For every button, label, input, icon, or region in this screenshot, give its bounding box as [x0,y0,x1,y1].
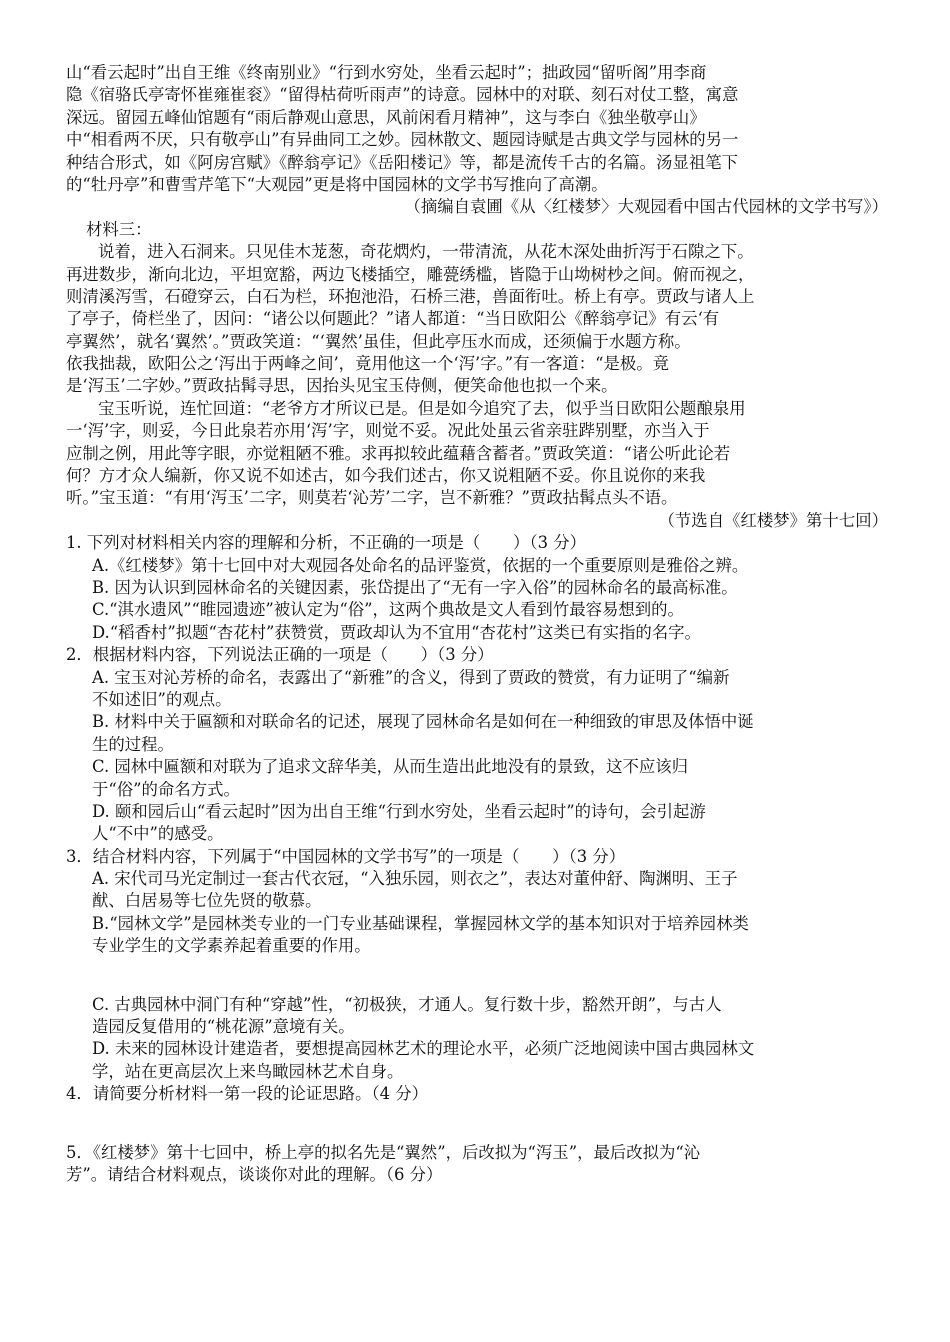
material-3 [66,219,888,532]
option-a: A. 宝玉对沁芳桥的命名，表露出了“新雅”的含义，得到了贾政的赞赏，有力证明了“编新 [92,667,730,687]
material-2-source: （摘编自袁圃《从〈红楼梦〉大观园看中国古代园林的文学书写》） [404,197,888,217]
question-4 [66,1083,888,1105]
text-line: 深远。留园五峰仙馆题有“雨后静观山意思，风前闲看月精神”，这与李白《独坐敬亭山》 [66,107,706,127]
text-line: 中“相看两不厌，只有敬亭山”有异曲同工之妙。园林散文、题园诗赋是古典文学与园林的另一 [66,130,739,150]
option-c: C. 园林中匾额和对联为了追求文辞华美，从而生造出此地没有的景致，这不应该归 [92,757,689,777]
question-stem-cont: 芳”。请结合材料观点，谈谈你对此的理解。（6 分） [66,1164,443,1184]
text-line: 的“牡丹亭”和曹雪芹笔下“大观园”更是将中国园林的文学书写推向了高潮。 [66,174,608,194]
question-2 [66,644,888,846]
text-line: 山“看云起时”出自王维《终南别业》“行到水穷处，坐看云起时”；拙政园“留听阁”用李商 [66,63,707,82]
text-line: 应制之例，用此等字眼，亦觉粗陋不雅。求再拟较此蕴藉含蓄者。”贾政笑道：“诸公听此论若 [66,443,731,463]
question-stem: 1. 下列对材料相关内容的理解和分析，不正确的一项是（ ）（3 分） [66,533,587,553]
text-line: 说着，进入石洞来。只见佳木茏葱，奇花熌灼，一带清流，从花木深处曲折泻于石隙之下。 [98,242,754,262]
text-line: 了亭子，倚栏坐了，因问：“诸公以何题此？”诸人都道：“当日欧阳公《醉翁亭记》有云‘有 [66,309,720,329]
question-stem: 2．根据材料内容，下列说法正确的一项是（ ）（3 分） [66,645,494,665]
material-3-source: （节选自《红楼梦》第十七回） [658,510,888,530]
text-line: 再进数步，渐向北边，平坦宽豁，两边飞楼插空，雕甍绣槛，皆隐于山坳树杪之间。俯而视之， [66,264,755,284]
option-b-cont: 专业学生的文学素养起着重要的作用。 [92,936,371,956]
text-line: 隐《宿骆氏亭寄怀崔雍崔衮》“留得枯荷听雨声”的诗意。园林中的对联、刻石对仗工整，寓意 [66,85,739,105]
option-d: D. 颐和园后山“看云起时”因为出自王维“行到水穷处，坐看云起时”的诗句，会引起游 [92,801,706,821]
material-3-title: 材料三： [86,219,152,239]
text-line: 听。”宝玉道：“有用‘泻玉’二字，则莫若‘沁芳’二字，岂不新雅？”贾政拈髯点头不语。 [66,488,678,508]
option-d-cont: 人“不中”的感受。 [92,824,224,844]
option-d: D. 未来的园林设计建造者，要想提高园林艺术的理论水平，必须广泛地阅读中国古典园林文 [92,1039,755,1059]
option-b: B. 材料中关于匾额和对联命名的记述，展现了园林命名是如何在一种细致的审思及体悟中诞 [92,712,754,732]
text-line: 宝玉听说，连忙回道：“老爷方才所议已是。但是如今追究了去，似乎当日欧阳公题酿泉用 [98,398,746,418]
exam-page [66,62,888,1186]
option-b: B.“园林文学”是园林类专业的一门专业基础课程，掌握园林文学的基本知识对于培养园林类 [92,913,749,933]
option-c-cont: 于“俗”的命名方式。 [92,779,240,799]
option-b: B. 因为认识到园林命名的关键因素，张岱提出了“无有一字入俗”的园林命名的最高标准。 [92,577,738,597]
question-5 [66,1142,888,1187]
option-a: A. 宋代司马光定制过一套古代衣冠，“入独乐园，则衣之”，表达对董仲舒、陶渊明、王子 [92,869,738,889]
option-a-cont: 猷、白居易等七位先贤的敬慕。 [92,891,322,911]
option-a-cont: 不如述旧”的观点。 [92,689,232,709]
option-d-cont: 学，站在更高层次上来鸟瞰园林艺术自身。 [92,1061,404,1081]
material-2-tail [66,62,888,219]
text-line: 依我拙裁，欧阳公之‘泻出于两峰之间’，竟用他这一个‘泻’字。”有一客道：“是极。竟 [66,354,670,374]
text-line: 是‘泻玉’二字妙。”贾政拈髯寻思，因抬头见宝玉侍侧，便笑命他也拟一个来。 [66,376,618,396]
answer-space [66,1106,888,1142]
text-line: 亭翼然’，就名‘翼然’。”贾政笑道：“‘翼然’虽佳，但此亭压水而成，还须偏于水题方称。 [66,331,691,351]
text-line: 种结合形式，如《阿房宫赋》《醉翁亭记》《岳阳楼记》等，都是流传千古的名篇。汤显祖笔下 [66,152,739,172]
option-b-cont: 生的过程。 [92,734,174,754]
question-1 [66,532,888,644]
option-a: A.《红楼梦》第十七回中对大观园各处命名的品评鉴赏，依据的一个重要原则是雅俗之辨。 [92,555,749,575]
text-line: 则清溪泻雪，石磴穿云，白石为栏，环抱池沿，石桥三港，兽面衔吐。桥上有亭。贾政与诸人上 [66,286,755,306]
text-line: 何？方才众人编新，你又说不如述古，如今我们述古，你又说粗陋不妥。你且说你的来我 [66,466,706,486]
question-stem: 3．结合材料内容，下列属于“中国园林的文学书写”的一项是（ ）（3 分） [66,846,626,866]
text-line: 一‘泻’字，则妥，今日此泉若亦用‘泻’字，则觉不妥。况此处虽云省亲驻跸别墅，亦当入于 [66,421,710,441]
option-c: C. 古典园林中洞门有种“穿越”性，“初极狭，才通人。复行数十步，豁然开朗”，与古人 [92,994,722,1014]
question-stem: 5．《红楼梦》第十七回中，桥上亭的拟名先是“翼然”，后改拟为“泻玉”，最后改拟为“沁 [66,1142,701,1162]
option-c: C.“淇水遗风”“睢园遗迹”被认定为“俗”，这两个典故是文人看到竹最容易想到的。 [92,600,684,620]
spacer [66,958,888,994]
question-stem: 4．请简要分析材料一第一段的论证思路。（4 分） [66,1084,429,1104]
question-3 [66,846,888,1084]
option-c-cont: 造园反复借用的“桃花源”意境有关。 [92,1017,355,1037]
option-d: D.“稻香村”拟题“杏花村”获赞赏，贾政却认为不宜用“杏花村”这类已有实指的名字。 [92,622,701,642]
